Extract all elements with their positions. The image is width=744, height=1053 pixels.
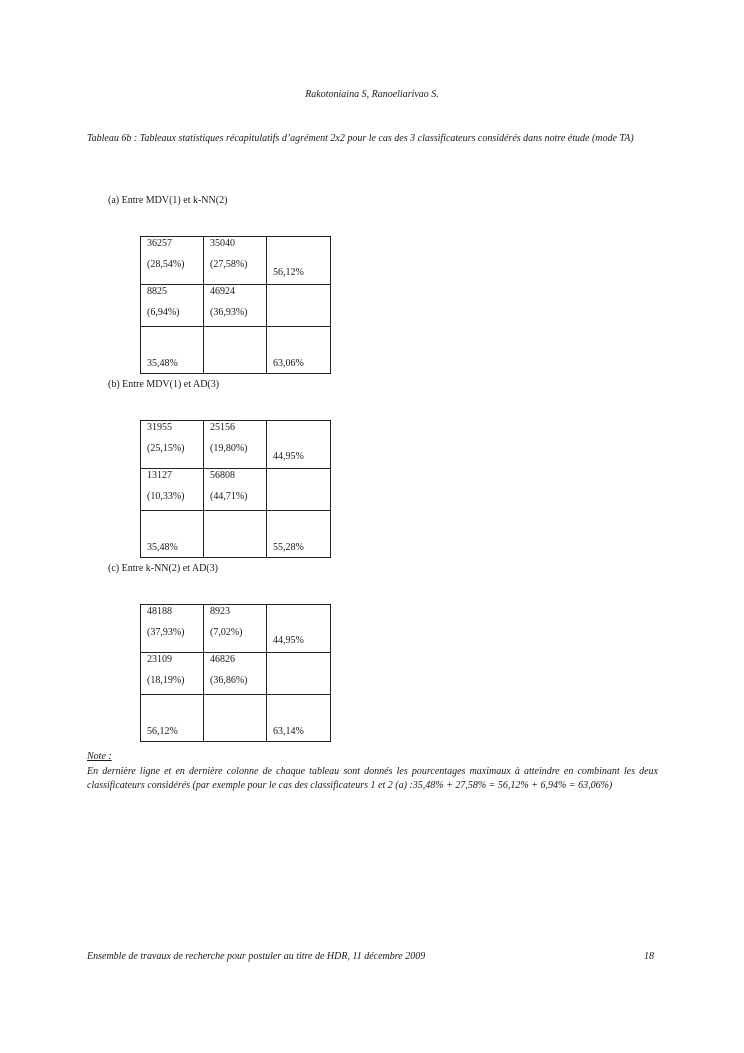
table-cell-empty — [267, 653, 331, 695]
table-cell-empty — [204, 511, 267, 558]
table-cell-empty — [204, 327, 267, 374]
table-row — [141, 605, 331, 653]
page-header-authors: Rakotoniaina S, Ranoeliarivao S. — [305, 89, 439, 100]
section-label-a: (a) Entre MDV(1) et k-NN(2) — [108, 195, 228, 206]
table-cell: 8923 (7,02%) — [204, 605, 267, 653]
page-number: 18 — [644, 951, 654, 962]
table-cell-empty — [267, 469, 331, 511]
table-cell: 25156 (19,80%) — [204, 421, 267, 469]
table-row — [141, 695, 331, 742]
table-row — [141, 285, 331, 327]
table-cell-total: 63,06% — [267, 327, 331, 374]
table-cell: 46826 (36,86%) — [204, 653, 267, 695]
section-label-b: (b) Entre MDV(1) et AD(3) — [108, 379, 220, 390]
table-cell: 36257 (28,54%) — [141, 237, 204, 285]
agreement-table-a — [140, 236, 331, 374]
table-cell-total: 63,14% — [267, 695, 331, 742]
note-body: En dernière ligne et en dernière colonne de chaque tableau sont donnés les pourcentages maximaux à atteindre en combinant les deux classificateurs considérés (par exemple pour le cas des classificateurs 1 et 2 (a) :35,48% + 27,58% = 56,12% + 6,94% = 63,06%) — [87, 766, 658, 791]
table-row — [141, 511, 331, 558]
table-row — [141, 327, 331, 374]
table-row — [141, 421, 331, 469]
table-cell-total: 56,12% — [141, 695, 204, 742]
table-cell: 46924 (36,93%) — [204, 285, 267, 327]
table-cell: 13127 (10,33%) — [141, 469, 204, 511]
table-cell: 48188 (37,93%) — [141, 605, 204, 653]
table-cell-empty — [204, 695, 267, 742]
table-row — [141, 653, 331, 695]
table-row — [141, 469, 331, 511]
table-cell-total: 35,48% — [141, 327, 204, 374]
agreement-table-b — [140, 420, 331, 558]
table-caption: Tableau 6b : Tableaux statistiques récapitulatifs d’agrément 2x2 pour le cas des 3 classificateurs considérés dans notre étude (mode TA) — [87, 133, 634, 144]
table-cell: 31955 (25,15%) — [141, 421, 204, 469]
table-cell-empty — [267, 285, 331, 327]
section-label-c: (c) Entre k-NN(2) et AD(3) — [108, 563, 218, 574]
table-row — [141, 237, 331, 285]
page-footer-text: Ensemble de travaux de recherche pour postuler au titre de HDR, 11 décembre 2009 — [87, 951, 426, 962]
table-cell: 56808 (44,71%) — [204, 469, 267, 511]
agreement-table-c — [140, 604, 331, 742]
table-cell-total: 56,12% — [267, 237, 331, 285]
table-cell: 23109 (18,19%) — [141, 653, 204, 695]
table-cell: 35040 (27,58%) — [204, 237, 267, 285]
table-cell-total: 35,48% — [141, 511, 204, 558]
table-cell-total: 44,95% — [267, 421, 331, 469]
table-cell-total: 55,28% — [267, 511, 331, 558]
table-cell: 8825 (6,94%) — [141, 285, 204, 327]
table-cell-total: 44,95% — [267, 605, 331, 653]
note-title: Note : — [87, 751, 112, 762]
